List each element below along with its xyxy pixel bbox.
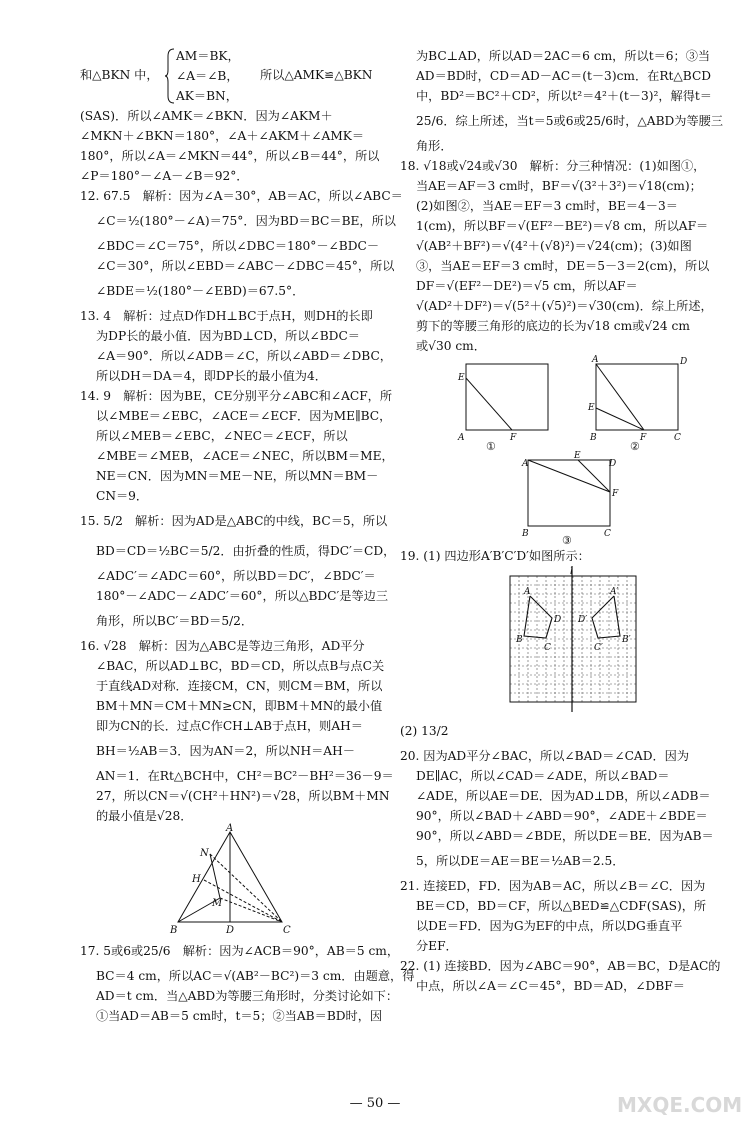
text-line: (2)如图②，当AE＝EF＝3 cm时，BE＝4－3＝	[416, 199, 678, 213]
text-line: ∠BDE＝½(180°－∠EBD)＝67.5°．	[96, 284, 305, 298]
svg-text:E: E	[588, 403, 595, 413]
svg-text:A: A	[458, 433, 465, 443]
brace-line: ∠A＝∠B，	[176, 69, 239, 83]
text-line: ∠A＝90°．所以∠ADB＝∠C，所以∠ABD＝∠DBC，	[96, 349, 392, 363]
svg-text:D′: D′	[578, 615, 588, 625]
text-line: ∠C＝½(180°－∠A)＝75°．因为BD＝BC＝BE，所以	[96, 214, 396, 228]
page-number: — 50 —	[349, 1096, 401, 1111]
text-line: ∠MKN＋∠BKN＝180°，∠A＋∠AKM＋∠AMK＝	[80, 129, 365, 143]
svg-text:C: C	[604, 529, 611, 539]
answer-16: 16. √28 解析：因为△ABC是等边三角形，AD平分	[80, 639, 365, 653]
svg-text:M: M	[212, 898, 223, 909]
text-line: DE∥AC，所以∠CAD＝∠ADE，所以∠BAD＝	[416, 769, 670, 783]
text-line: ∠P＝180°－∠A－∠B＝92°．	[80, 169, 249, 183]
brace-tail: 所以△AMK≌△BKN	[260, 68, 373, 82]
answer-17: 17. 5或6或25/6 解析：因为∠ACB＝90°，AB＝5 cm，	[80, 944, 400, 958]
text-line: ∠C＝30°，所以∠EBD＝∠ABC－∠DBC＝45°，所以	[96, 259, 395, 273]
svg-text:B: B	[522, 529, 529, 539]
text-line: 以DE＝FD．因为G为EF的中点，所以DG垂直平	[416, 919, 683, 933]
svg-text:N: N	[200, 848, 209, 859]
text-line: 或√30 cm．	[416, 339, 486, 353]
svg-text:A: A	[524, 587, 531, 597]
text-line: AD＝t cm．当△ABD为等腰三角形时，分类讨论如下：	[96, 989, 399, 1003]
text-line: BH＝½AB＝3．因为AN＝2，所以NH＝AH－	[96, 744, 355, 758]
svg-text:B: B	[516, 635, 523, 645]
svg-text:C: C	[283, 925, 291, 936]
text-line: ∠BDC＝∠C＝75°，所以∠DBC＝180°－∠BDC－	[96, 239, 380, 253]
text-line: AN＝1．在Rt△BCH中，CH²＝BC²－BH²＝36－9＝	[96, 769, 394, 783]
text-line: 分EF．	[416, 939, 458, 953]
brace-line: AK＝BN，	[176, 89, 238, 103]
text-line: ∠BAC，所以AD⊥BC，BD＝CD，所以点B与点C关	[96, 659, 385, 673]
triangle-figure-16	[80, 823, 378, 936]
watermark-text: MXQE.COM	[617, 1093, 743, 1117]
text-line: 的最小值是√28．	[96, 809, 193, 823]
left-column	[80, 46, 415, 1026]
figure-label-1: ①	[486, 440, 496, 453]
svg-text:F: F	[510, 433, 517, 443]
figure-label-2: ②	[630, 440, 640, 453]
brace-block	[80, 46, 378, 106]
text-line: BC＝4 cm，所以AC＝√(AB²－BC²)＝3 cm．由题意，得	[96, 969, 415, 983]
svg-text:D: D	[226, 925, 235, 936]
text-line: 中，BD²＝BC²＋CD²，所以t²＝4²＋(t－3)²，解得t＝	[416, 89, 712, 103]
answer-22: 22. (1) 连接BD．因为∠ABC＝90°，AB＝BC，D是AC的	[400, 959, 721, 973]
svg-text:A: A	[226, 823, 234, 834]
text-line: 5，所以DE＝AE＝BE＝½AB＝2.5．	[416, 854, 625, 868]
svg-text:H: H	[192, 874, 201, 885]
text-line: DF＝√(EF²－DE²)＝√5 cm，所以AF＝	[416, 279, 638, 293]
text-line: 27，所以CN＝√(CH²＋HN²)＝√28，所以BM＋MN	[96, 789, 390, 803]
text-line: ∠ADC′＝∠ADC＝60°，所以BD＝DC′，∠BDC′＝	[96, 569, 376, 583]
text-line: √(AB²＋BF²)＝√(4²＋(√8)²)＝√24(cm)；(3)如图	[416, 239, 692, 253]
text-line: 角形．	[416, 139, 453, 153]
text-line: 90°，所以∠BAD＋∠ABD＝90°，∠ADE＋∠BDE＝	[416, 809, 708, 823]
text-line: 所以DH＝DA＝4，即DP长的最小值为4．	[96, 369, 327, 383]
rectangle-figures-18	[400, 356, 730, 546]
text-line: BM＋MN＝CM＋MN≥CN，即BM＋MN的最小值	[96, 699, 383, 713]
svg-text:F: F	[612, 489, 619, 499]
text-line: BD＝CD＝½BC＝5/2．由折叠的性质，得DC′＝CD，	[96, 544, 396, 558]
svg-text:A: A	[522, 459, 529, 469]
answer-13: 13. 4 解析：过点D作DH⊥BC于点H，则DH的长即	[80, 309, 373, 323]
text-line: ∠ADE，所以AE＝DE．因为AD⊥DB，所以∠ADB＝	[416, 789, 711, 803]
text-line: CN＝9．	[96, 489, 149, 503]
text-line: ∠MBE＝∠MEB，∠ACE＝∠NEC，所以BM＝ME，	[96, 449, 394, 463]
text-line: 于直线AD对称．连接CM，CN，则CM＝BM，所以	[96, 679, 383, 693]
text-line: 角形，所以BC′＝BD＝5/2．	[96, 614, 254, 628]
svg-text:D: D	[680, 357, 688, 367]
text-line: 中点，所以∠A＝∠C＝45°，BD＝AD，∠DBF＝	[416, 979, 685, 993]
text-line: 180°，所以∠A＝∠MKN＝44°，所以∠B＝44°，所以	[80, 149, 380, 163]
answer-21: 21. 连接ED，FD．因为AB＝AC，所以∠B＝∠C．因为	[400, 879, 706, 893]
answer-14: 14. 9 解析：因为BE，CE分别平分∠ABC和∠ACF，所	[80, 389, 393, 403]
brace-lead: 和△BKN 中，	[80, 68, 159, 82]
svg-text:B: B	[170, 925, 178, 936]
text-line: 以∠MBE＝∠EBC，∠ACE＝∠ECF．因为ME∥BC，	[96, 409, 392, 423]
text-line: 1(cm)，所以BF＝√(EF²－BE²)＝√8 cm，所以AF＝	[416, 219, 709, 233]
svg-text:D: D	[554, 615, 562, 625]
text-line: BE＝CD，BD＝CF，所以△BED≌△CDF(SAS)，所	[416, 899, 707, 913]
text-line: AD＝BD时，CD＝AD－AC＝(t－3)cm．在Rt△BCD	[416, 69, 712, 83]
text-line: 25/6．综上所述，当t＝5或6或25/6时，△ABD为等腰三	[416, 114, 724, 128]
watermark-logo	[615, 1082, 745, 1120]
text-line: √(AD²＋DF²)＝√(5²＋(√5)²)＝√30(cm)．综上所述，	[416, 299, 713, 313]
svg-text:C: C	[674, 433, 681, 443]
text-line: 180°－∠ADC－∠ADC′＝60°，所以△BDC′是等边三	[96, 589, 389, 603]
svg-text:E: E	[458, 373, 465, 383]
grid-figure-19	[400, 566, 730, 716]
svg-text:F: F	[640, 433, 647, 443]
brace-line: AM＝BK，	[176, 49, 240, 63]
svg-text:D: D	[609, 459, 617, 469]
svg-text:C′: C′	[594, 643, 603, 653]
svg-text:E: E	[574, 451, 581, 461]
answer-19-part2: (2) 13/2	[400, 724, 449, 738]
answer-12: 12. 67.5 解析：因为∠A＝30°，AB＝AC，所以∠ABC＝	[80, 189, 403, 203]
text-line: (SAS)．所以∠AMK＝∠BKN．因为∠AKM＋	[80, 109, 333, 123]
text-line: 为DP长的最小值．因为BD⊥CD，所以∠BDC＝	[96, 329, 360, 343]
svg-text:B′: B′	[622, 635, 631, 645]
text-line: 所以∠MEB＝∠EBC，∠NEC＝∠ECF，所以	[96, 429, 348, 443]
text-line: ①当AD＝AB＝5 cm时，t＝5；②当AB＝BD时，因	[96, 1009, 383, 1023]
text-line: 为BC⊥AD，所以AD＝2AC＝6 cm，所以t＝6；③当	[416, 49, 711, 63]
answer-19: 19. (1) 四边形A′B′C′D′如图所示：	[400, 549, 590, 563]
figure-label-3: ③	[562, 534, 572, 547]
answer-20: 20. 因为AD平分∠BAC，所以∠BAD＝∠CAD．因为	[400, 749, 690, 763]
answer-18: 18. √18或√24或√30 解析：分三种情况：(1)如图①，	[400, 159, 706, 173]
brace-icon	[164, 48, 176, 104]
text-line: 即为CN的长．过点C作CH⊥AB于点H，则AH＝	[96, 719, 363, 733]
svg-text:C: C	[544, 643, 551, 653]
text-line: 当AE＝AF＝3 cm时，BF＝√(3²＋3²)＝√18(cm)；	[416, 179, 702, 193]
text-line: 剪下的等腰三角形的底边的长为√18 cm或√24 cm	[416, 319, 690, 333]
svg-text:l: l	[570, 567, 573, 577]
text-line: ③，当AE＝EF＝3 cm时，DE＝5－3＝2(cm)，所以	[416, 259, 710, 273]
svg-text:A′: A′	[610, 587, 619, 597]
text-line: NE＝CN．因为MN＝ME－NE，所以MN＝BM－	[96, 469, 379, 483]
answer-15: 15. 5/2 解析：因为AD是△ABC的中线，BC＝5，所以	[80, 514, 388, 528]
svg-text:B: B	[590, 433, 597, 443]
text-line: 90°，所以∠ABD＝∠BDE，所以DE＝BE．因为AB＝	[416, 829, 714, 843]
svg-text:A: A	[592, 355, 599, 365]
right-column	[400, 46, 730, 996]
